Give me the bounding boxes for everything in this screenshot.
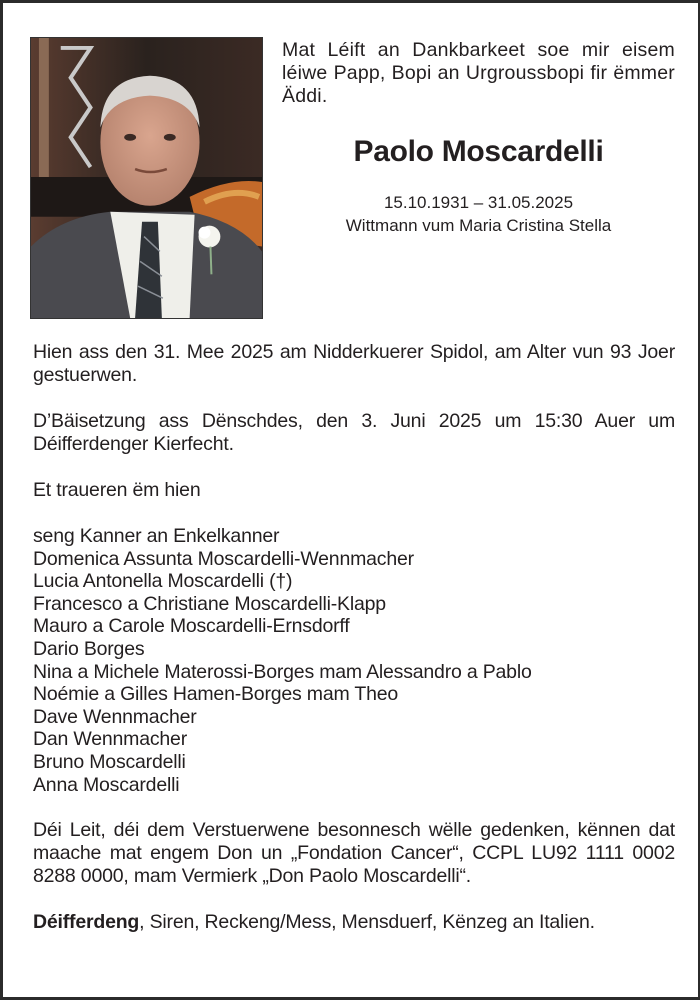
portrait-photo	[30, 37, 263, 319]
death-paragraph: Hien ass den 31. Mee 2025 am Nidderkuerer Spidol, am Alter vun 93 Joer gestuerwen.	[33, 341, 675, 386]
deceased-name: Paolo Moscardelli	[353, 135, 604, 168]
mourner-item: Bruno Moscardelli	[33, 750, 186, 773]
mourning-intro: Et traueren ëm hien	[33, 479, 201, 501]
mourner-item: Lucia Antonella Moscardelli (†)	[33, 570, 293, 593]
mourner-item: Nina a Michele Materossi-Borges mam Alessandro a Pablo	[33, 660, 532, 683]
donation-paragraph: Déi Leit, déi dem Verstuerwene besonnesch wëlle gedenken, kënnen dat maache mat engem Don un „Fondation Cancer“, CCPL LU92 1111 0002 8288 0000, mam Vermierk „Don Paolo Moscardelli“.	[33, 819, 675, 888]
spouse-line: Wittmann vum Maria Cristina Stella	[345, 216, 612, 235]
mourner-item: Anna Moscardelli	[33, 773, 180, 796]
mourner-item: seng Kanner an Enkelkanner	[33, 525, 280, 547]
mourner-item: Dave Wennmacher	[33, 705, 197, 728]
intro-text: Mat Léift an Dankbarkeet soe mir eisem léiwe Papp, Bopi an Urgroussbopi fir ëmmer Äddi.	[282, 39, 675, 107]
mourner-item: Dan Wennmacher	[33, 728, 187, 751]
funeral-paragraph: D’Bäisetzung ass Dënschdes, den 3. Juni 2025 um 15:30 Auer um Déifferdenger Kierfecht.	[33, 410, 675, 455]
places-rest: , Siren, Reckeng/Mess, Mensduerf, Kënzeg an Italien.	[139, 911, 595, 934]
notice-body	[33, 341, 675, 957]
life-dates: 15.10.1931 – 31.05.2025	[383, 193, 574, 212]
mourner-item: Noémie a Gilles Hamen-Borges mam Theo	[33, 683, 399, 706]
mourner-item: Francesco a Christiane Moscardelli-Klapp	[33, 592, 386, 615]
portrait-image	[31, 38, 262, 318]
mourner-item: Domenica Assunta Moscardelli-Wennmacher	[33, 547, 414, 570]
places-paragraph	[33, 911, 675, 934]
places-bold: Déifferdeng	[33, 911, 140, 934]
mourner-item: Dario Borges	[33, 637, 145, 660]
mourners-list	[33, 525, 675, 796]
mourner-item: Mauro a Carole Moscardelli-Ernsdorff	[33, 615, 350, 638]
